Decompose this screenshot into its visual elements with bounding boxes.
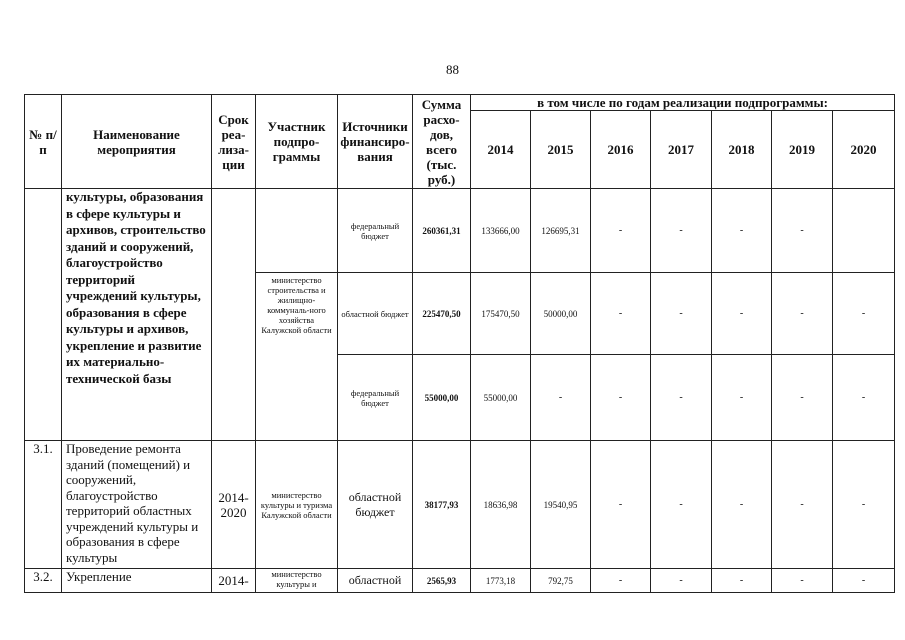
table-row [25,569,895,593]
total-cell: 55000,00 [413,355,471,441]
value-cell: - [651,189,712,273]
value-cell: - [772,189,833,273]
value-cell: 19540,95 [531,441,591,569]
value-cell: - [833,569,895,593]
value-cell: - [712,441,772,569]
source-cell: областной бюджет [338,273,413,355]
table-row [25,189,895,273]
header-num: № п/п [25,95,62,189]
value-cell: - [591,273,651,355]
value-cell: - [712,273,772,355]
header-sources: Источники финансиро-вания [338,95,413,189]
header-name: Наименование мероприятия [62,95,212,189]
value-cell: 1773,18 [471,569,531,593]
value-cell: 792,75 [531,569,591,593]
value-cell: - [833,441,895,569]
value-cell [833,189,895,273]
value-cell: 133666,00 [471,189,531,273]
header-row-1 [25,95,895,111]
value-cell: - [772,441,833,569]
row-term: 2014- [212,569,256,593]
block-participant-empty [256,189,338,273]
header-year: 2020 [833,111,895,189]
value-cell: - [651,355,712,441]
row-term: 2014-2020 [212,441,256,569]
value-cell: - [591,441,651,569]
header-year: 2014 [471,111,531,189]
row-participant: министерство культуры и [256,569,338,593]
row-num: 3.2. [25,569,62,593]
value-cell: - [591,355,651,441]
value-cell: - [772,273,833,355]
block-num [25,189,62,441]
row-num: 3.1. [25,441,62,569]
total-cell: 225470,50 [413,273,471,355]
value-cell: - [531,355,591,441]
table-row [25,441,895,569]
header-term: Срок реа-лиза-ции [212,95,256,189]
value-cell: 18636,98 [471,441,531,569]
source-cell: федеральный бюджет [338,355,413,441]
value-cell: - [833,273,895,355]
header-total: Сумма расхо-дов, всего (тыс. руб.) [413,95,471,189]
value-cell: 126695,31 [531,189,591,273]
value-cell: 175470,50 [471,273,531,355]
value-cell: 55000,00 [471,355,531,441]
header-year: 2019 [772,111,833,189]
value-cell: - [651,441,712,569]
source-cell: областной бюджет [338,441,413,569]
block-term [212,189,256,441]
value-cell: - [651,273,712,355]
program-table [24,94,895,593]
row-participant: министерство культуры и туризма Калужской области [256,441,338,569]
value-cell: - [833,355,895,441]
row-name: Проведение ремонта зданий (помещений) и сооружений, благоустройство территорий областных учреждений культуры и образования в сфере культуры [62,441,212,569]
row-name: Укрепление [62,569,212,593]
header-year: 2017 [651,111,712,189]
header-year: 2018 [712,111,772,189]
total-cell: 38177,93 [413,441,471,569]
value-cell: - [772,569,833,593]
source-cell: областной [338,569,413,593]
page-number: 88 [446,62,459,77]
header-years-caption: в том числе по годам реализации подпрограммы: [471,95,895,111]
total-cell: 2565,93 [413,569,471,593]
value-cell: - [712,355,772,441]
block-participant: министерство строительства и жилищно-коммуналь-ного хозяйства Калужской области [256,273,338,441]
value-cell: - [591,189,651,273]
total-cell: 260361,31 [413,189,471,273]
header-participant: Участник подпро-граммы [256,95,338,189]
block-name: культуры, образования в сфере культуры и архивов, строительство зданий и сооружений, благоустройство территорий учреждений культуры, образования в сфере культуры и архивов, укрепление и развитие их материально-технической базы [62,189,212,441]
value-cell: - [772,355,833,441]
value-cell: - [651,569,712,593]
value-cell: - [712,569,772,593]
header-year: 2016 [591,111,651,189]
header-year: 2015 [531,111,591,189]
value-cell: 50000,00 [531,273,591,355]
value-cell: - [591,569,651,593]
value-cell: - [712,189,772,273]
source-cell: федеральный бюджет [338,189,413,273]
